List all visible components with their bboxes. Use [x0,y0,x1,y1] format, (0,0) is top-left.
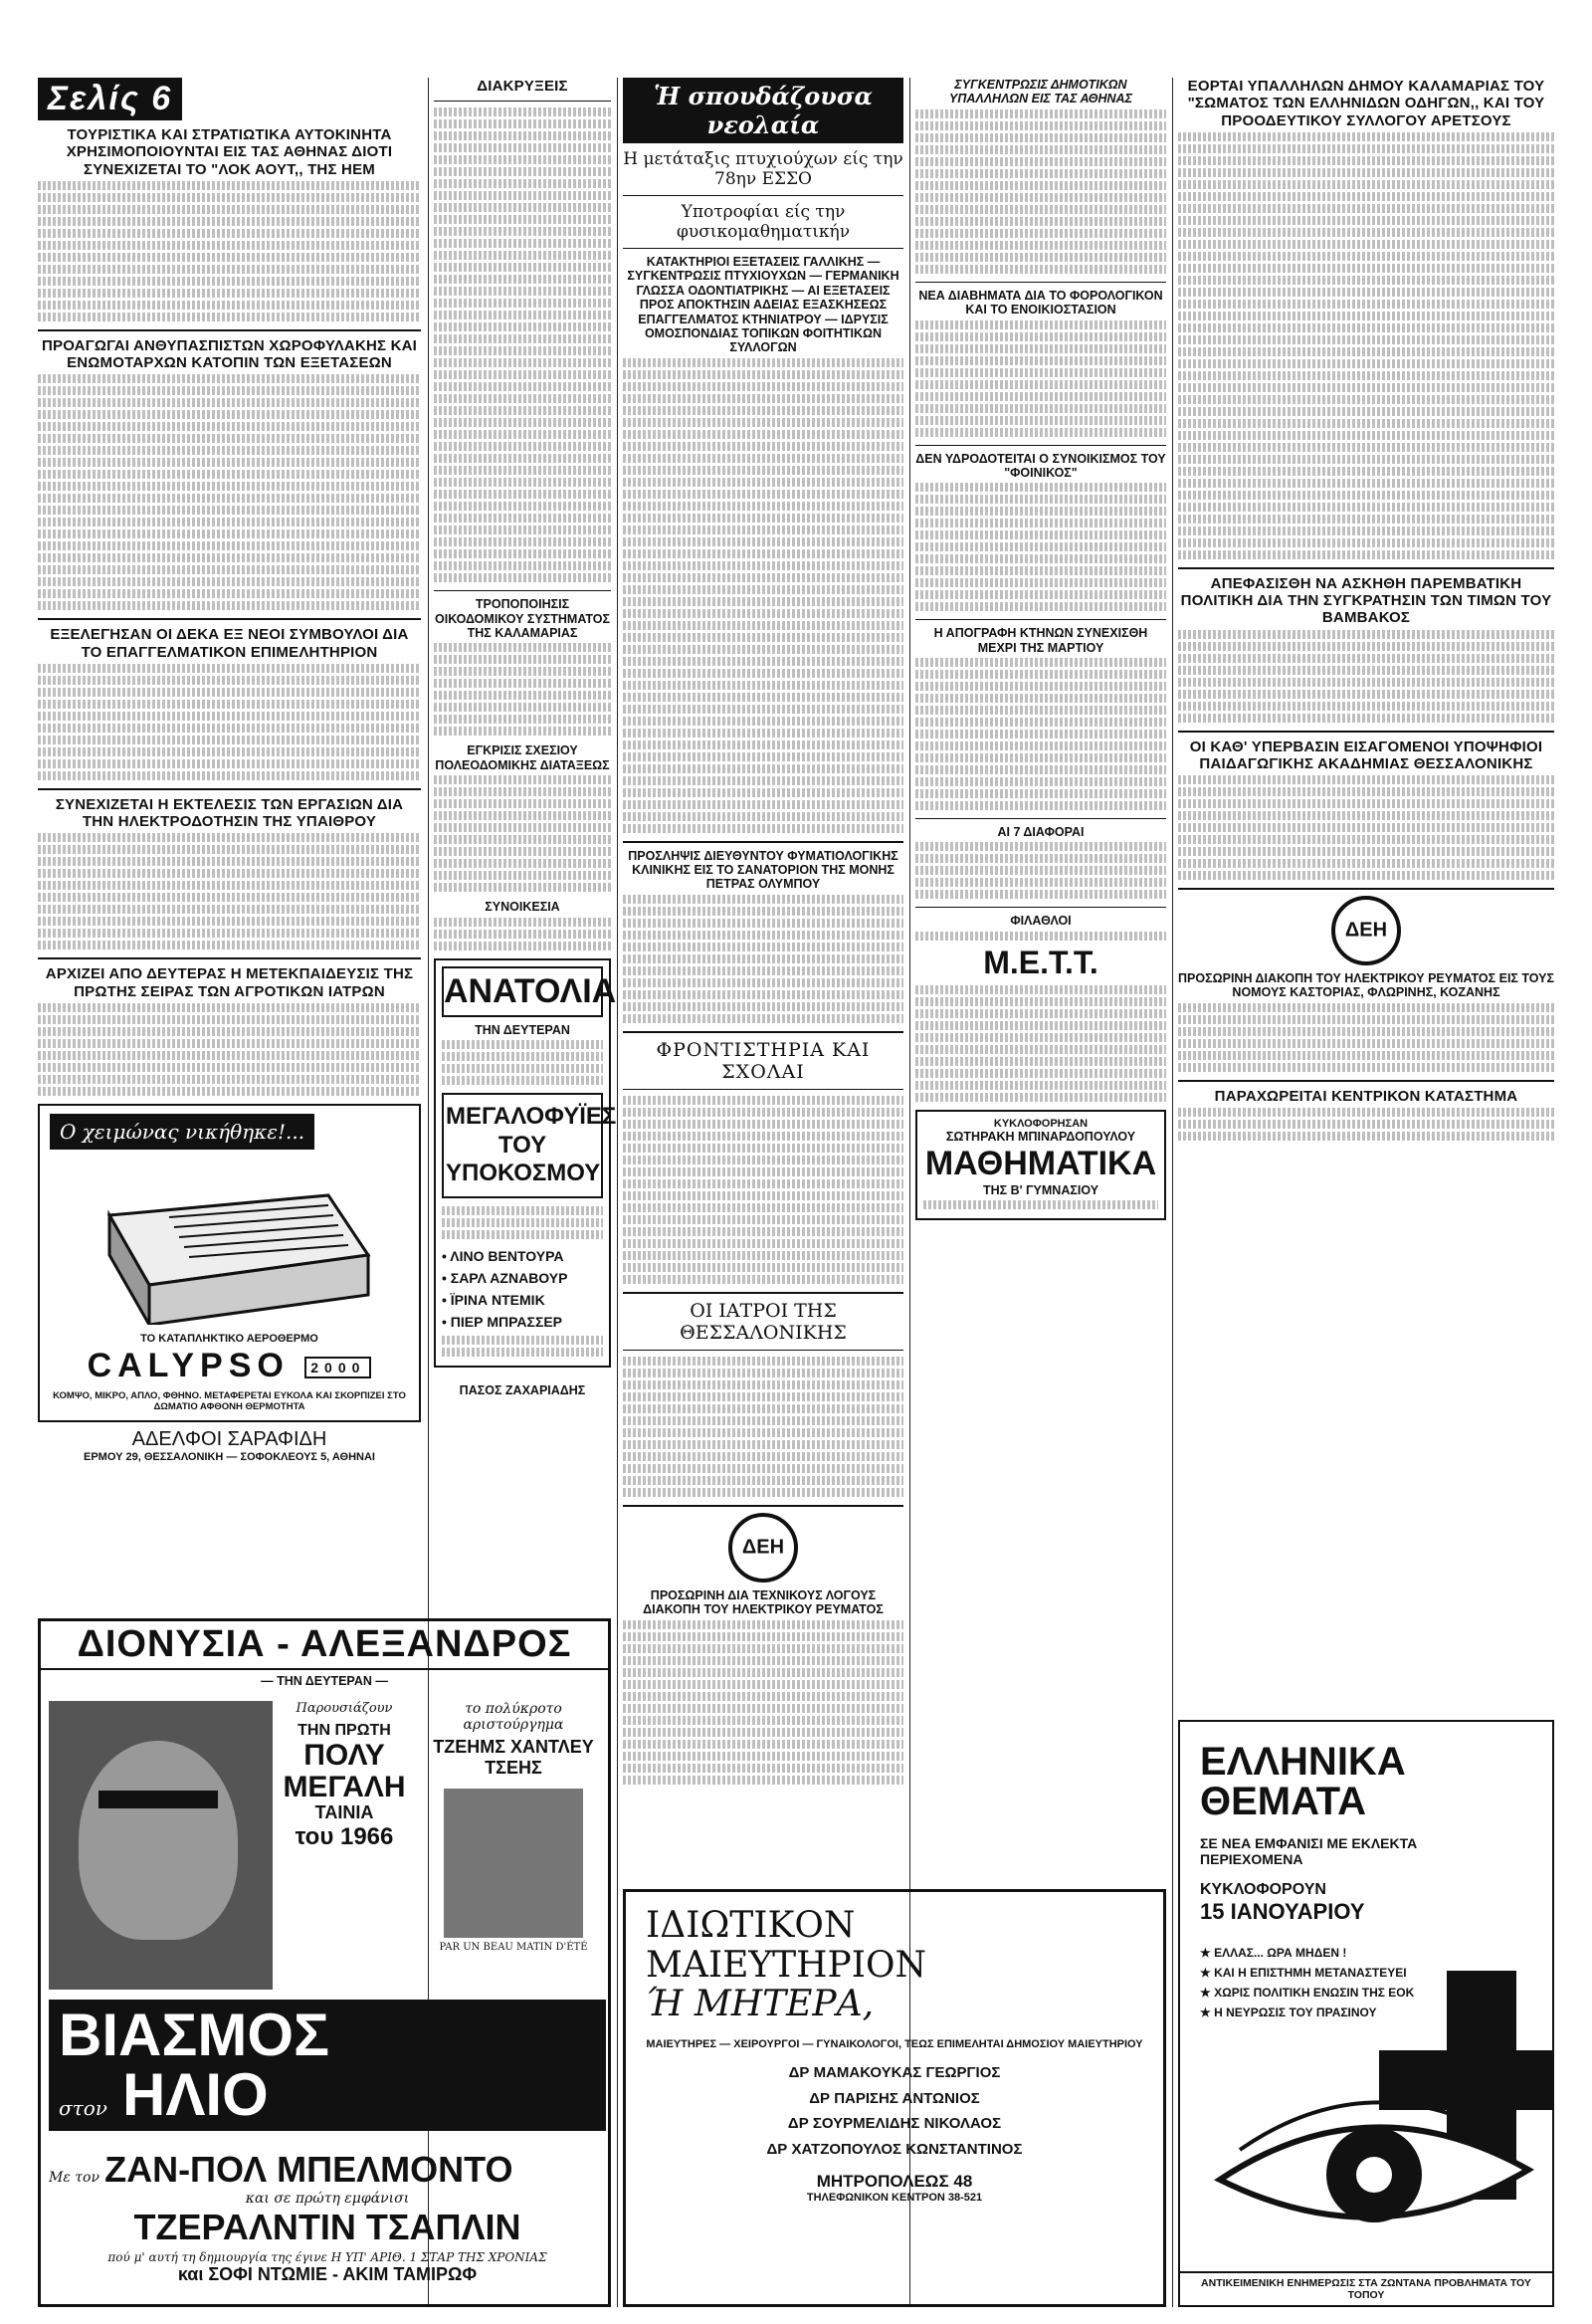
star1: ΖΑΝ-ΠΟΛ ΜΠΕΛΜΟΝΤΟ [104,2149,513,2190]
film-title: ΜΕΓΑΛΟΦΥΪΕΣ ΤΟΥ ΥΠΟΚΟΣΜΟΥ [442,1093,603,1198]
headline: ΝΕΑ ΔΙΑΒΗΜΑΤΑ ΔΙΑ ΤΟ ΦΟΡΟΛΟΓΙΚΟΝ ΚΑΙ ΤΟ ΕΝΟΙΚΙΟΣΤΑΣΙΟΝ [918,288,1163,317]
actor: • ΪΡΙΝΑ ΝΤΕΜΙΚ [442,1292,545,1309]
math-author: ΣΩΤΗΡΑΚΗ ΜΠΙΝΑΡΔΟΠΟΥΛΟΥ [945,1130,1136,1145]
headline: ΠΡΟΣΩΡΙΝΗ ΔΙΑ ΤΕΧΝΙΚΟΥΣ ΛΟΓΟΥΣ ΔΙΑΚΟΠΗ ΤΟΥ ΗΛΕΚΤΡΙΚΟΥ ΡΕΥΜΑΤΟΣ [643,1587,884,1617]
cinema-ad [38,1618,611,2307]
math-title: ΜΑΘΗΜΑΤΙΚΑ [924,1144,1157,1182]
star2-pre: και σε πρώτη εμφάνισι [245,2191,410,2207]
headline: Η μετάταξις πτυχιούχων είς την 78ην ΕΣΣΟ [623,149,903,189]
magazine-bullet: ★ ΕΛΛΑΣ... ΩΡΑ ΜΗΔΕΝ ! [1200,1946,1347,1960]
poster-center [280,1701,409,1851]
calypso-address: ΕΡΜΟΥ 29, ΘΕΣΣΑΛΟΝΙΚΗ — ΣΟΦΟΚΛΕΟΥΣ 5, ΑΘΗΝΑΙ [84,1450,375,1463]
article-body [38,374,421,610]
magazine-bullet: ★ ΚΑΙ Η ΕΠΙΣΤΗΜΗ ΜΕΤΑΝΑΣΤΕΥΕΙ [1200,1966,1407,1980]
film-word: ΤΑΙΝΙΑ [314,1802,374,1822]
cinema-name: ΑΝΑΤΟΛΙΑ [442,966,603,1017]
magazine-bullet: ★ Η ΝΕΥΡΩΣΙΣ ΤΟΥ ΠΡΑΣΙΝΟΥ [1200,2006,1377,2019]
article-body [38,1003,421,1096]
magazine-title-1: ΕΛΛΗΝΙΚΑ [1200,1740,1406,1784]
actor-list [442,1245,603,1333]
first: ΤΗΝ ΠΡΩΤΗ [298,1722,391,1739]
headline: Υποτροφίαι είς την φυσικομαθηματικήν [676,202,851,242]
headline: ΠΡΟΑΓΩΓΑΙ ΑΝΘΥΠΑΣΠΙΣΤΩΝ ΧΩΡΟΦΥΛΑΚΗΣ ΚΑΙ ΕΝΩΜΟΤΑΡΧΩΝ ΚΑΤΟΠΙΝ ΤΩΝ ΕΞΕΤΑΣΕΩΝ [41,336,418,371]
deh-logo-icon [1331,896,1401,965]
calypso-label: ΤΟ ΚΑΤΑΠΛΗΚΤΙΚΟ ΑΕΡΟΘΕΡΜΟ [140,1332,318,1345]
headline: ΤΟΥΡΙΣΤΙΚΑ ΚΑΙ ΣΤΡΑΤΙΩΤΙΚΑ ΑΥΤΟΚΙΝΗΤΑ ΧΡΗΣΙΜΟΠΟΙΟΥΝΤΑΙ ΕΙΣ ΤΑΣ ΑΘΗΝΑΣ ΔΙΟΤΙ ΣΥΝΕΧΙΖΕΤΑΙ ΤΟ "ΛΟΚ ΑΟΥΤ,, ΤΗΣ ΗΕΜ [66,126,393,178]
youth-banner: Ἡ σπουδάζουσα νεολαία [623,78,903,143]
column-rule [1172,78,1173,2307]
doctor-name: ΠΑΣΟΣ ΖΑΧΑΡΙΑΔΗΣ [459,1383,586,1398]
article-body [1178,1108,1554,1141]
cinema-note: πού μ' αυτή τη δημιουργία της έγινε Η ΥΠ' ΑΡΙΘ. 1 ΣΤΑΡ ΤΗΣ ΧΡΟΝΙΑΣ [107,2250,547,2264]
calypso-ad [38,1104,421,1422]
clinic-ad [623,1889,1166,2307]
article-body [623,895,903,1023]
credits: και ΣΟΦΙ ΝΤΩΜΙΕ - ΑΚΙΜ ΤΑΜΙΡΩΦ [177,2264,478,2284]
calypso-brand [40,1347,419,1385]
headline: ΕΞΕΛΕΓΗΣΑΝ ΟΙ ΔΕΚΑ ΕΞ ΝΕΟΙ ΣΥΜΒΟΥΛΟΙ ΔΙΑ ΤΟ ΕΠΑΓΓΕΛΜΑΤΙΚΟΝ ΕΠΙΜΕΛΗΤΗΡΙΟΝ [50,626,409,661]
clinic-phone: ΤΗΛΕΦΩΝΙΚΟΝ ΚΕΝΤΡΟΝ 38-521 [806,2192,983,2205]
actor: • ΠΙΕΡ ΜΠΡΑΣΣΕΡ [442,1314,563,1331]
film-title-mid: στον [59,2096,107,2120]
newspaper-page [38,78,1554,2307]
clinic-doctor: ΔΡ ΣΟΥΡΜΕΛΙΔΗΣ ΝΙΚΟΛΑΟΣ [787,2115,1002,2133]
clinic-l2: ΜΑΙΕΥΤΗΡΙΟΝ [646,1944,926,1986]
article-body [434,643,611,736]
article-body [38,664,421,780]
article-body [915,320,1166,437]
article-body [1178,775,1554,880]
calypso-model: 2000 [304,1357,371,1378]
magazine-sub: ΣΕ ΝΕΑ ΕΜΦΑΝΙΣΙ ΜΕ ΕΚΛΕΚΤΑ ΠΕΡΙΕΧΟΜΕΝΑ [1200,1835,1418,1867]
article-body [38,181,421,321]
column-rule [617,78,618,2307]
mett-title: Μ.Ε.Τ.Τ. [983,944,1098,980]
headline: ΑΙ 7 ΔΙΑΦΟΡΑΙ [997,825,1085,839]
article-body [1178,630,1554,723]
listing-body [623,1357,903,1497]
headline: ΣΥΓΚΕΝΤΡΩΣΙΣ ΔΗΜΟΤΙΚΩΝ ΥΠΑΛΛΗΛΩΝ ΕΙΣ ΤΑΣ ΑΘΗΝΑΣ [949,78,1132,106]
headline: ΑΡΧΙΖΕΙ ΑΠΟ ΔΕΥΤΕΡΑΣ Η ΜΕΤΕΚΠΑΙΔΕΥΣΙΣ ΤΗΣ ΠΡΩΤΗΣ ΣΕΙΡΑΣ ΤΩΝ ΑΓΡΟΤΙΚΩΝ ΙΑΤΡΩΝ [45,965,414,1000]
headline: ΣΥΝΕΧΙΖΕΤΑΙ Η ΕΚΤΕΛΕΣΙΣ ΤΩΝ ΕΡΓΑΣΙΩΝ ΔΙΑ ΤΗΝ ΗΛΕΚΤΡΟΔΟΤΗΣΙΝ ΤΗΣ ΥΠΑΙΘΡΟΥ [55,795,404,830]
magazine-footer: ΑΝΤΙΚΕΙΜΕΝΙΚΗ ΕΝΗΜΕΡΩΣΙΣ ΣΤΑ ΖΩΝΤΑΝΑ ΠΡΟΒΛΗΜΑΤΑ ΤΟΥ ΤΟΠΟΥ [1180,2271,1552,2305]
calypso-desc: ΚΟΜΨΟ, ΜΙΚΡΟ, ΑΠΛΟ, ΦΘΗΝΟ. ΜΕΤΑΦΕΡΕΤΑΙ ΕΥΚΟΛΑ ΚΑΙ ΣΚΟΡΠΙΖΕΙ ΣΤΟ ΔΩΜΑΤΙΟ ΑΦΘΟΝΗ ΘΕΡΜΟΤΗΤΑ [53,1389,406,1412]
column-5 [1178,78,1554,1149]
film-title-2: ΗΛΙΟ [122,2061,269,2128]
article-body [1178,132,1554,559]
clinic-l1: ΙΔΙΩΤΙΚΟΝ [646,1905,856,1946]
headline: ΕΟΡΤΑΙ ΥΠΑΛΛΗΛΩΝ ΔΗΜΟΥ ΚΑΛΑΜΑΡΙΑΣ ΤΟΥ "ΣΩΜΑΤΟΣ ΤΩΝ ΕΛΛΗΝΙΔΩΝ ΟΔΗΓΩΝ,, ΚΑΙ ΤΟΥ ΠΡΟΟΔΕΥΤΙΚΟΥ ΣΥΛΛΟΓΟΥ ΑΡΕΤΣΟΥΣ [1187,78,1545,129]
year: του 1966 [295,1823,394,1850]
magazine-circ: ΚΥΚΛΟΦΟΡΟΥΝ [1200,1881,1326,1898]
heater-icon [80,1175,378,1325]
stars-block [49,2149,606,2285]
headline: ΔΙΑΚΡΥΞΕΙΣ [477,78,568,95]
article-body [915,842,1166,899]
section-tag: Σελίς 6 [38,78,182,120]
calypso-seller: ΑΔΕΛΦΟΙ ΣΑΡΑΦΙΔΗ [131,1427,327,1450]
article-body [915,658,1166,810]
math-pre: ΚΥΚΛΟΦΟΡΗΣΑΝ [993,1117,1089,1130]
headline: ΑΠΕΦΑΣΙΣΘΗ ΝΑ ΑΣΚΗΘΗ ΠΑΡΕΜΒΑΤΙΚΗ ΠΟΛΙΤΙΚΗ ΔΙΑ ΤΗΝ ΣΥΓΚΡΑΤΗΣΙΝ ΤΩΝ ΤΙΜΩΝ ΤΟΥ ΒΑΜΒΑΚΟΣ [1180,574,1552,627]
magazine-date: 15 ΙΑΝΟΥΑΡΙΟΥ [1200,1899,1365,1924]
eye-icon [1210,2070,1538,2269]
magazine-text [1200,1742,1419,2022]
clinic-doctor: ΔΡ ΠΑΡΙΣΗΣ ΑΝΤΩΝΙΟΣ [809,2089,980,2107]
column-1 [38,78,421,1463]
article-body [623,358,903,833]
headline: ΔΕΝ ΥΔΡΟΔΟΤΕΙΤΑΙ Ο ΣΥΝΟΙΚΙΣΜΟΣ ΤΟΥ "ΦΟΙΝΙΚΟΣ" [915,451,1166,480]
headline: ΠΑΡΑΧΩΡΕΙΤΑΙ ΚΕΝΤΡΙΚΟΝ ΚΑΤΑΣΤΗΜΑ [1214,1087,1518,1105]
director: ΤΖΕΗΜΣ ΧΑΝΤΛΕΥ ΤΣΕΗΣ [433,1737,594,1778]
cinema-day: ΤΗΝ ΔΕΥΤΕΡΑΝ [475,1022,570,1037]
math-grade: ΤΗΣ Β' ΓΥΜΝΑΣΙΟΥ [982,1182,1099,1197]
calypso-brand-text: CALYPSO [87,1346,290,1384]
film-title-1: ΒΙΑΣΜΟΣ [59,2002,329,2068]
article-body [1178,1003,1554,1072]
article-body [915,109,1166,274]
article-body [623,1620,903,1785]
big: ΠΟΛΥ ΜΕΓΑΛΗ [283,1739,406,1803]
article-body [434,775,611,892]
headline: ΟΙ ΙΑΤΡΟΙ ΤΗΣ ΘΕΣΣΑΛΟΝΙΚΗΣ [680,1299,847,1344]
magazine-bullet: ★ ΧΩΡΙΣ ΠΟΛΙΤΙΚΗ ΕΝΩΣΙΝ ΤΗΣ ΕΟΚ [1200,1986,1415,2000]
presents: Παρουσιάζουν [296,1701,393,1716]
headline: ΦΡΟΝΤΙΣΤΗΡΙΑ ΚΑΙ ΣΧΟΛΑΙ [656,1038,871,1083]
deh-logo-text: ΔΕΗ [741,1536,785,1559]
star1-pre: Με τον [49,2170,100,2186]
deh-logo-text: ΔΕΗ [1344,919,1388,942]
cinema-ad-day: — ΤΗΝ ΔΕΥΤΕΡΑΝ — [261,1674,388,1688]
headline: ΕΓΚΡΙΣΙΣ ΣΧΕΣΙΟΥ ΠΟΛΕΟΔΟΜΙΚΗΣ ΔΙΑΤΑΞΕΩΣ [435,743,610,772]
cinema-ad-title: ΔΙΟΝΥΣΙΑ - ΑΛΕΞΑΝΔΡΟΣ [41,1621,608,1670]
column-3 [623,78,903,1793]
magazine-title-2: ΘΕΜΑΤΑ [1200,1780,1367,1823]
clinic-doctor: ΔΡ ΧΑΤΖΟΠΟΥΛΟΣ ΚΩΝΣΤΑΝΤΙΝΟΣ [766,2140,1023,2158]
article-body [434,918,611,951]
actor: • ΣΑΡΛ ΑΖΝΑΒΟΥΡ [442,1270,568,1287]
poster-photo [49,1701,273,1990]
calypso-slogan: Ο χειμώνας νικήθηκε!... [50,1114,314,1150]
clinic-address: ΜΗΤΡΟΠΟΛΕΩΣ 48 [816,2172,973,2192]
anatolia-cinema-ad [434,958,617,1369]
article-body [434,107,611,582]
magazine-ad [1178,1720,1554,2307]
listing-body [623,1096,903,1284]
clinic-sub: ΜΑΙΕΥΤΗΡΕΣ — ΧΕΙΡΟΥΡΓΟΙ — ΓΥΝΑΙΚΟΛΟΓΟΙ, ΤΕΩΣ ΕΠΙΜΕΛΗΤΑΙ ΔΗΜΟΣΙΟΥ ΜΑΙΕΥΤΗΡΙΟΥ [646,2037,1143,2050]
film-title-block [49,2000,606,2131]
magazine-bullets [1200,1943,1419,2022]
headline: ΣΥΝΟΙΚΕΣΙΑ [485,900,560,915]
headline: ΟΙ ΚΑΘ' ΥΠΕΡΒΑΣΙΝ ΕΙΣΑΓΟΜΕΝΟΙ ΥΠΟΨΗΦΙΟΙ ΠΑΙΔΑΓΩΓΙΚΗΣ ΑΚΑΔΗΜΙΑΣ ΘΕΣΣΑΛΟΝΙΚΗΣ [1189,738,1543,772]
clinic-l3: Ή ΜΗΤΕΡΑ, [646,1984,875,2025]
actor: • ΛΙΝΟ ΒΕΝΤΟΥΡΑ [442,1248,564,1265]
article-body [915,985,1166,1102]
article-body [38,833,421,950]
deh-logo-icon [728,1513,798,1583]
headline: ΠΡΟΣΩΡΙΝΗ ΔΙΑΚΟΠΗ ΤΟΥ ΗΛΕΚΤΡΙΚΟΥ ΡΕΥΜΑΤΟΣ ΕΙΣ ΤΟΥΣ ΝΟΜΟΥΣ ΚΑΣΤΟΡΙΑΣ, ΦΛΩΡΙΝΗΣ, ΚΟΖΑΝΗΣ [1178,971,1555,1000]
clinic-doctor: ΔΡ ΜΑΜΑΚΟΥΚΑΣ ΓΕΩΡΓΙΟΣ [788,2064,1001,2082]
poster-caption: PAR UN BEAU MATIN D'ÉTÉ [439,1942,588,1953]
headline: ΤΡΟΠΟΠΟΙΗΣΙΣ ΟΙΚΟΔΟΜΙΚΟΥ ΣΥΣΤΗΜΑΤΟΣ ΤΗΣ ΚΑΛΑΜΑΡΙΑΣ [435,597,610,640]
column-2 [434,78,617,1398]
poster-photo-2 [444,1789,583,1938]
poster-right [419,1701,608,1953]
article-body [915,483,1166,611]
column-4 [915,78,1166,1226]
masterpiece: το πολύκροτο αριστούργημα [463,1701,564,1733]
headline: ΠΡΟΣΛΗΨΙΣ ΔΙΕΥΘΥΝΤΟΥ ΦΥΜΑΤΙΟΛΟΓΙΚΗΣ ΚΛΙΝΙΚΗΣ ΕΙΣ ΤΟ ΣΑΝΑΤΟΡΙΟΝ ΤΗΣ ΜΟΝΗΣ ΠΕΤΡΑΣ ΟΛΥΜΠΟΥ [628,848,898,892]
headline: ΚΑΤΑΚΤΗΡΙΟΙ ΕΞΕΤΑΣΕΙΣ ΓΑΛΛΙΚΗΣ — ΣΥΓΚΕΝΤΡΩΣΙΣ ΠΤΥΧΙΟΥΧΩΝ — ΓΕΡΜΑΝΙΚΗ ΓΛΩΣΣΑ ΟΔΟΝΤΙΑΤΡΙΚΗΣ — ΑΙ ΕΞΕΤΑΣΕΙΣ ΠΡΟΣ ΑΠΟΚΤΗΣΙΝ ΑΔΕΙΑΣ ΕΞΑΣΚΗΣΕΩΣ ΕΠΑΓΓΕΛΜΑΤΟΣ ΚΤΗΝΙΑΤΡΟΥ — ΙΔΡΥΣΙΣ ΟΜΟΣΠΟΝΔΙΑΣ ΤΟΠΙΚΩΝ ΦΟΙΤΗΤΙΚΩΝ ΣΥΛΛΟΓΩΝ [627,255,899,355]
math-book-ad [915,1110,1166,1220]
headline: Η ΑΠΟΓΡΑΦΗ ΚΤΗΝΩΝ ΣΥΝΕΧΙΣΘΗ ΜΕΧΡΙ ΤΗΣ ΜΑΡΤΙΟΥ [933,626,1148,655]
star2: ΤΖΕΡΑΛΝΤΙΝ ΤΣΑΠΛΙΝ [133,2207,521,2247]
headline: ΦΙΛΑΘΛΟΙ [1010,914,1072,929]
